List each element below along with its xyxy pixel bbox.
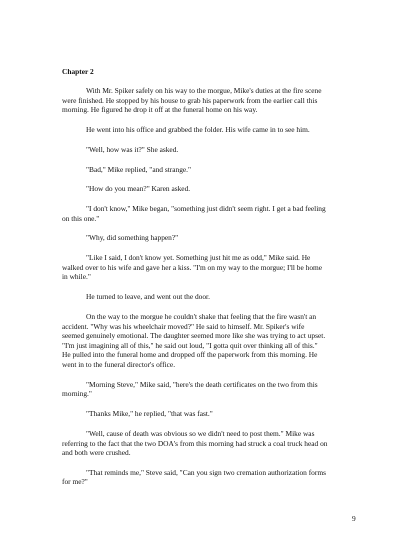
paragraph-line: With Mr. Spiker safely on his way to the morgue, Mike's duties at the fire scene [86,86,322,95]
paragraph-line: for me?" [62,477,88,487]
paragraph-line: "I'm just imagining all of this," he said out loud, "I gotta quit over thinking all of this." [62,340,318,350]
body-paragraph [62,409,360,419]
paragraph-line: He pulled into the funeral home and dropped off the paperwork from this morning. He [62,350,318,360]
body-paragraph [62,380,360,399]
page-number: 9 [352,514,356,523]
paragraph-line: referring to the fact that the two DOA's from this morning had struck a coal truck head on [62,438,328,448]
paragraph-line: on this one." [62,213,100,223]
body-paragraph [62,145,360,155]
paragraph-line: "Thanks Mike," he replied, "that was fast." [86,409,213,419]
body-paragraph [62,184,360,194]
paragraph-line: "Well, cause of death was obvious so we didn't need to post them." Mike was [86,428,315,438]
body-paragraph [62,165,360,175]
paragraph-line: "I don't know," Mike began, "something just didn't seem right. I get a bad feeling [86,204,326,214]
paragraph-line: were finished. He stopped by his house to grab his paperwork from the earlier call this [62,95,318,105]
paragraph-line: accident. "Why was his wheelchair moved?" He said to himself. Mr. Spiker's wife [62,321,305,331]
paragraph-line: "Morning Steve," Mike said, "here's the death certificates on the two from this [86,379,318,389]
paragraph-line: "That reminds me," Steve said, "Can you sign two cremation authorization forms [86,467,326,477]
chapter-body [62,86,360,497]
body-paragraph [62,468,360,487]
body-paragraph [62,204,360,223]
body-paragraph [62,312,360,370]
paragraph-line: went in to the funeral director's office. [62,359,176,369]
paragraph-line: morning." [62,389,92,399]
body-paragraph [62,125,360,135]
paragraph-line: "How do you mean?" Karen asked. [86,184,191,194]
paragraph-line: "Bad," Mike replied, "and strange." [86,164,192,174]
paragraph-line: in while." [62,272,91,282]
paragraph-line: walked over to his wife and gave her a kiss. "I'm on my way to the morgue; I'll be home [62,262,323,272]
body-paragraph [62,429,360,458]
paragraph-line: He went into his office and grabbed the folder. His wife came in to see him. [86,124,310,134]
body-paragraph [62,86,360,115]
paragraph-line: "Why, did something happen?" [86,233,179,243]
paragraph-line: On the way to the morgue he couldn't shake that feeling that the fire wasn't an [86,312,317,321]
paragraph-line: "Well, how was it?" She asked. [86,144,179,154]
body-paragraph [62,292,360,302]
body-paragraph [62,233,360,243]
paragraph-line: "Like I said, I don't know yet. Something just hit me as odd," Mike said. He [86,253,311,263]
paragraph-line: He turned to leave, and went out the door. [86,292,210,302]
paragraph-line: morning. He figured he drop it off at the funeral home on his way. [62,105,258,115]
chapter-heading: Chapter 2 [62,67,94,76]
paragraph-line: seemed genuinely emotional. The daughter seemed more like she was trying to act upset. [62,331,326,341]
body-paragraph [62,253,360,282]
paragraph-line: and both were crushed. [62,448,131,458]
